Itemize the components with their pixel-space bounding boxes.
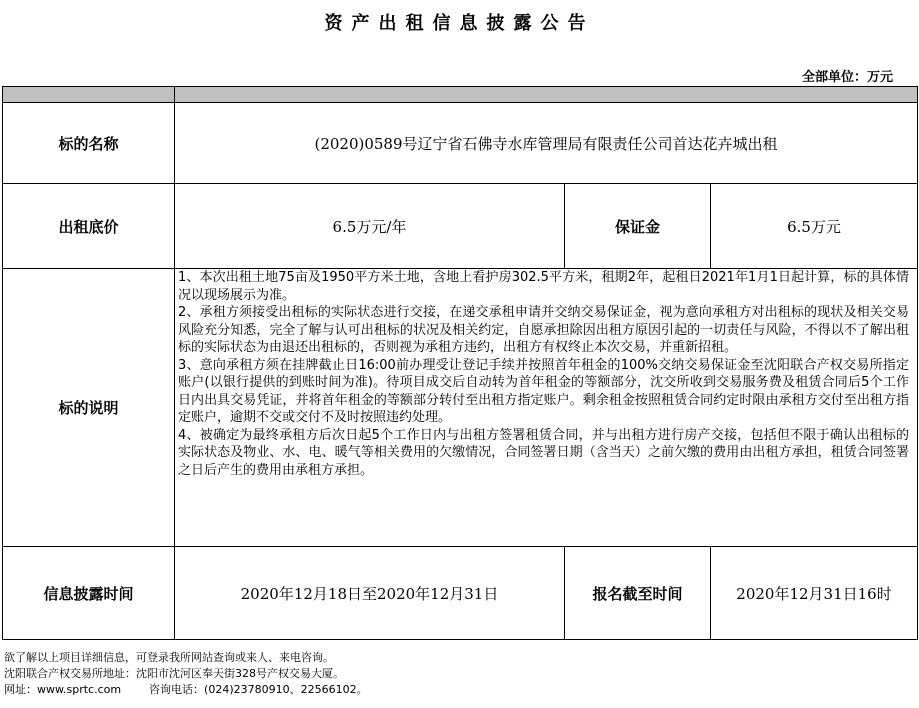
description-paragraph-2: 2、承租方须接受出租标的实际状态进行交接，在递交承租申请并交纳交易保证金，视为意向承租方对出租标的现状及相关交易风险充分知悉，完全了解与认可出租标的状况及相关约定，自愿承担除因出租方原因引起的一切责任与风险，不得以不了解出租标的实际状态为由退还出租标的，否则视为承租方违约，出租方有权终止本次交易，并重新招租。: [178, 305, 910, 355]
deadline-label: 报名截至时间: [565, 547, 711, 640]
table-row: [3, 103, 918, 184]
description-text: [175, 269, 918, 547]
reserve-price-value: 6.5万元/年: [175, 184, 565, 269]
subject-name-label: 标的名称: [3, 103, 175, 184]
table-row: [3, 269, 918, 547]
description-paragraph-3: 3、意向承租方须在挂牌截止日16:00前办理受让登记手续并按照首年租金的100%交纳交易保证金至沈阳联合产权交易所指定账户(以银行提供的到账时间为准)。待项目成交后自动转为首年租金的等额部分，沈交所收到交易服务费及租赁合同后5个工作日内出具交易凭证，并将首年租金的等额部分转付至出租方指定账户。剩余租金按照租赁合同约定时限由承租方交付至出租方指定账户，逾期不交或交付不及时按照违约处理。: [178, 357, 910, 425]
table-row: [3, 184, 918, 269]
reserve-price-label: 出租底价: [3, 184, 175, 269]
description-paragraph-1: 1、本次出租土地75亩及1950平方米土地，含地上看护房302.5平方米，租期2年，起租日2021年1月1日起计算，标的具体情况以现场展示为准。: [178, 270, 910, 303]
description-label: 标的说明: [3, 269, 175, 547]
footer-address: 沈阳联合产权交易所地址：沈阳市沈河区奉天街328号产权交易大厦。: [4, 667, 344, 680]
table-row: [3, 547, 918, 640]
disclosure-table: [2, 86, 918, 640]
header-cell: [3, 87, 175, 103]
disclosure-time-value: 2020年12月18日至2020年12月31日: [175, 547, 565, 640]
disclosure-time-label: 信息披露时间: [3, 547, 175, 640]
deposit-label: 保证金: [565, 184, 711, 269]
deposit-value: 6.5万元: [711, 184, 918, 269]
deadline-value: 2020年12月31日16时: [711, 547, 918, 640]
footer-inquiry-note: 欲了解以上项目详细信息，可登录我所网站查询或来人、来电咨询。: [4, 651, 334, 664]
table-header-bar: [3, 87, 918, 103]
page-title: 资产出租信息披露公告: [324, 13, 595, 34]
footer-contact: 网址：www.sprtc.com 咨询电话：(024)23780910、22566102。: [4, 683, 368, 696]
header-cell: [175, 87, 918, 103]
description-paragraph-4: 4、被确定为最终承租方后次日起5个工作日内与出租方签署租赁合同，并与出租方进行房产交接，包括但不限于确认出租标的实际状态及物业、水、电、暖气等相关费用的欠缴情况，合同签署日期（含当天）之前欠缴的费用由出租方承担，租赁合同签署之日后产生的费用由承租方承担。: [178, 427, 910, 478]
unit-label: 全部单位：万元: [801, 70, 893, 85]
footer: [4, 650, 368, 698]
subject-name-value: (2020)0589号辽宁省石佛寺水库管理局有限责任公司首达花卉城出租: [175, 103, 918, 184]
